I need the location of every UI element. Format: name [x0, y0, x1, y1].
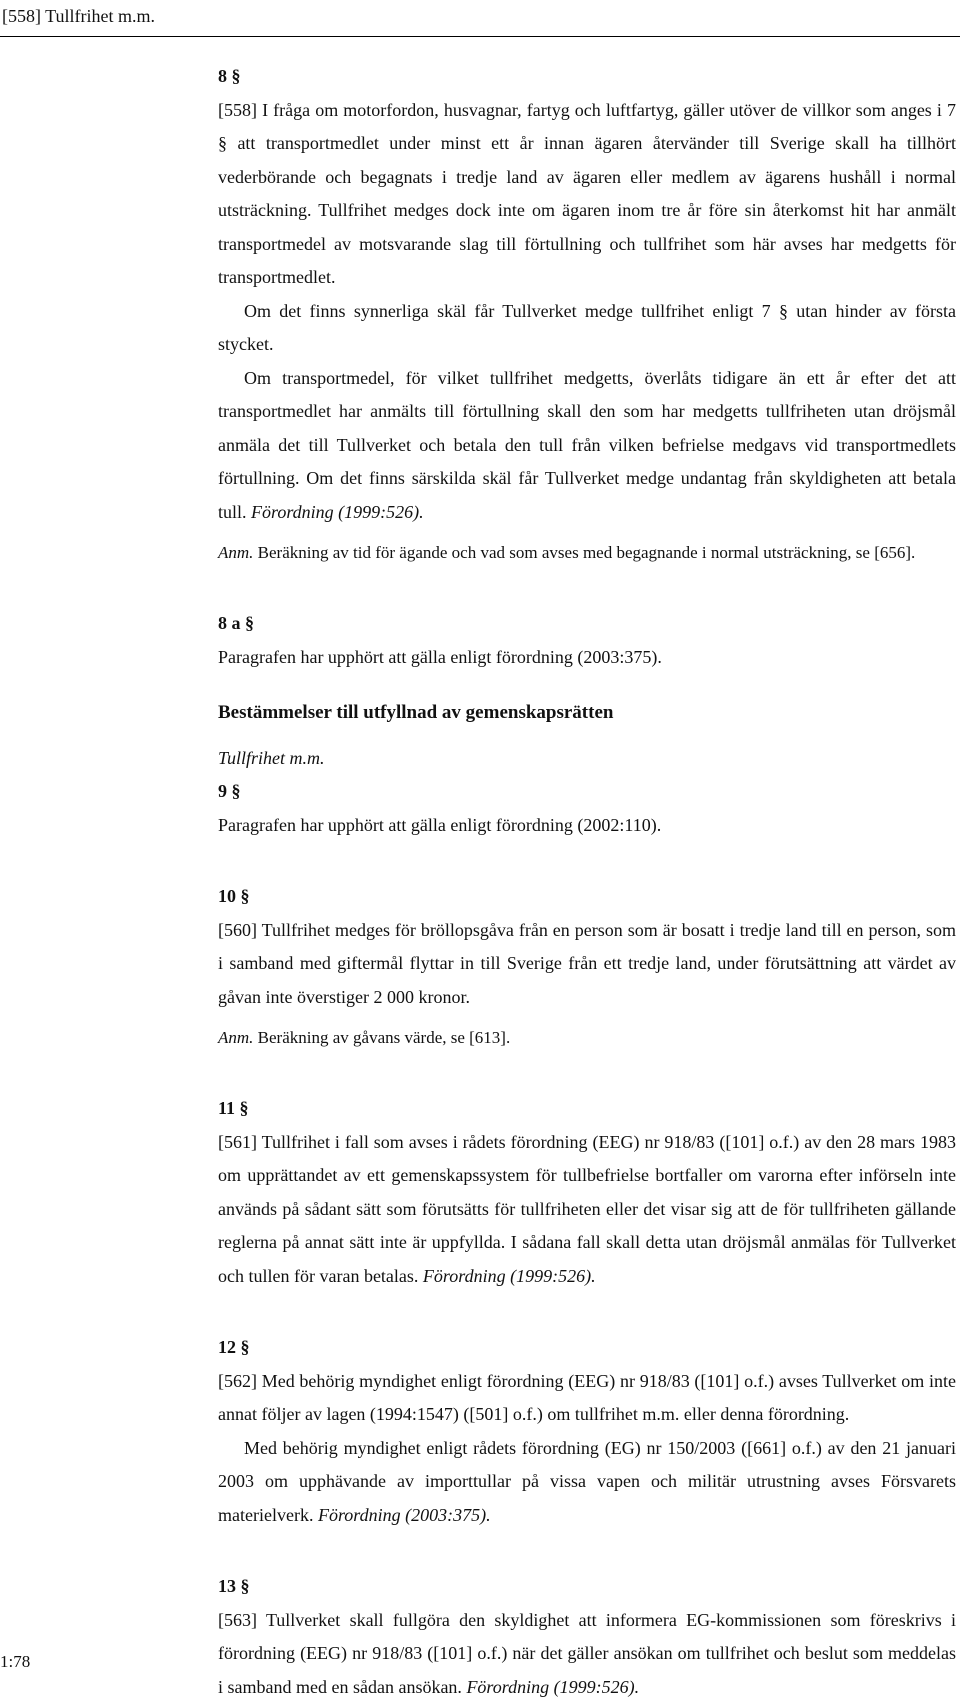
section-sign-icon: §: [241, 886, 250, 906]
section-number: 11: [218, 1098, 235, 1118]
section-number: 10: [218, 886, 236, 906]
section-8a-heading: [218, 607, 956, 641]
subheading: Tullfrihet m.m.: [218, 742, 956, 776]
amendment-reference: Förordning (1999:526).: [423, 1266, 596, 1286]
section-8a-text: Paragrafen har upphört att gälla enligt förordning (2003:375).: [218, 641, 956, 675]
note-label: Anm.: [218, 1028, 253, 1047]
section-9-text: Paragrafen har upphört att gälla enligt förordning (2002:110).: [218, 809, 956, 843]
amendment-reference: Förordning (1999:526).: [466, 1677, 639, 1697]
section-8-note: [218, 537, 956, 569]
running-header: [0, 0, 960, 37]
chapter-heading: Bestämmelser till utfyllnad av gemenskapsrätten: [218, 696, 956, 730]
paragraph-text: Med behörig myndighet enligt rådets förordning (EG) nr 150/2003 ([661] o.f.) av den 21 januari 2003 om upphävande av importtullar på vissa vapen och militär utrustning avses Försvarets materielverk.: [218, 1438, 956, 1525]
note-text: Beräkning av tid för ägande och vad som avses med begagnande i normal utsträckning, se [656].: [258, 543, 916, 562]
paragraph-text: [561] Tullfrihet i fall som avses i rådets förordning (EEG) nr 918/83 ([101] o.f.) av den 28 mars 1983 om upprättandet av ett gemenskapssystem för tullbefrielse bortfaller om varorna efter införseln inte används på sådant sätt som förutsätts för tullfriheten eller det visar sig att de för tullfriheten gällande reglerna på annat sätt inte är uppfyllda. I sådana fall skall detta utan dröjsmål anmälas för Tullverket och tullen för varan betalas.: [218, 1132, 956, 1286]
running-title: [558] Tullfrihet m.m.: [2, 4, 155, 28]
section-number: 8 a: [218, 613, 241, 633]
section-10-note: [218, 1022, 956, 1054]
section-13-text: [218, 1604, 956, 1704]
amendment-reference: Förordning (2003:375).: [318, 1505, 491, 1525]
section-9-heading: [218, 775, 956, 809]
section-13-heading: [218, 1570, 956, 1604]
section-8-heading: [218, 60, 956, 94]
section-sign-icon: §: [241, 1576, 250, 1596]
section-11-text: [218, 1126, 956, 1294]
section-sign-icon: §: [232, 66, 241, 86]
section-sign-icon: §: [245, 613, 254, 633]
section-sign-icon: §: [241, 1337, 250, 1357]
section-10-heading: [218, 880, 956, 914]
section-12-heading: [218, 1331, 956, 1365]
section-number: 12: [218, 1337, 236, 1357]
section-11-heading: [218, 1092, 956, 1126]
section-10-text: [560] Tullfrihet medges för bröllopsgåva från en person som är bosatt i tredje land till en person, som i samband med giftermål flyttar in till Sverige från ett tredje land, under förutsättning att värdet av gåvan inte överstiger 2 000 kronor.: [218, 914, 956, 1015]
note-label: Anm.: [218, 543, 253, 562]
section-number: 9: [218, 781, 227, 801]
paragraph-text: [563] Tullverket skall fullgöra den skyldighet att informera EG-kommissionen som föreskrivs i förordning (EEG) nr 918/83 ([101] o.f.) när det gäller ansökan om tullfrihet och beslut som meddelas i samband med en sådan ansökan.: [218, 1610, 956, 1697]
section-8-paragraph-1: [558] I fråga om motorfordon, husvagnar, fartyg och luftfartyg, gäller utöver de villkor som anges i 7 § att transportmedlet under minst ett år innan ägaren återvänder till Sverige skall ha tillhört vederbörande och begagnats i tredje land av ägaren eller medlem av ägarens hushåll i normal utsträckning. Tullfrihet medges dock inte om ägaren inom tre år före sin återkomst hit har anmält transportmedel av motsvarande slag till förtullning och tullfrihet som här avses har medgetts för transportmedlet.: [218, 94, 956, 295]
section-sign-icon: §: [232, 781, 241, 801]
section-sign-icon: §: [240, 1098, 249, 1118]
section-12-paragraph-1: [562] Med behörig myndighet enligt förordning (EEG) nr 918/83 ([101] o.f.) avses Tullverket om inte annat följer av lagen (1994:1547) ([501] o.f.) om tullfrihet m.m. eller denna förordning.: [218, 1365, 956, 1432]
note-text: Beräkning av gåvans värde, se [613].: [258, 1028, 511, 1047]
amendment-reference: Förordning (1999:526).: [251, 502, 424, 522]
section-number: 8: [218, 66, 227, 86]
paragraph-text: Om transportmedel, för vilket tullfrihet medgetts, överlåts tidigare än ett år efter det att transportmedlet har anmälts till förtullning skall den som har medgetts tullfriheten utan dröjsmål anmäla det till Tullverket och betala den tull från vilken befrielse medgavs vid transportmedlets förtullning. Om det finns särskilda skäl får Tullverket medge undantag från skyldigheten att betala tull.: [218, 368, 956, 522]
page-number: 1:78: [0, 1650, 30, 1674]
document-body: [218, 60, 956, 1704]
section-number: 13: [218, 1576, 236, 1596]
section-12-paragraph-2: [218, 1432, 956, 1533]
section-8-paragraph-2: Om det finns synnerliga skäl får Tullverket medge tullfrihet enligt 7 § utan hinder av första stycket.: [218, 295, 956, 362]
section-8-paragraph-3: [218, 362, 956, 530]
